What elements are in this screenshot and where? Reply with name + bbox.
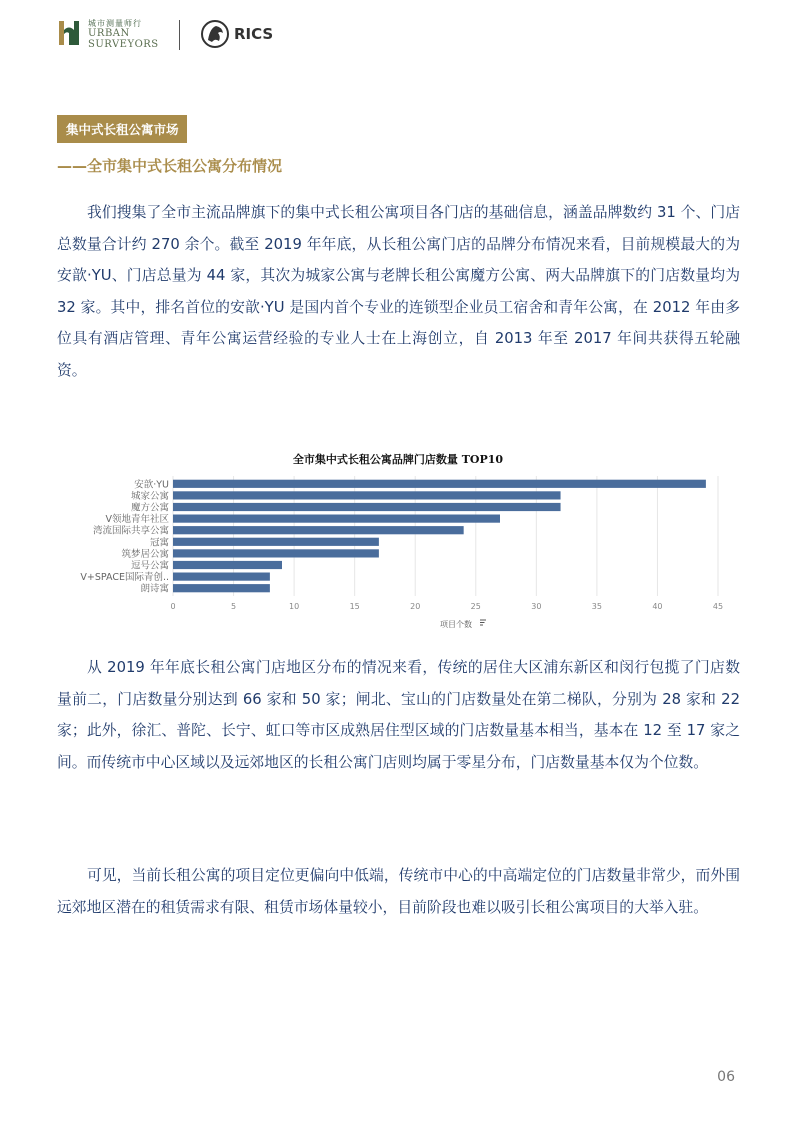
section-tag: 集中式长租公寓市场 xyxy=(57,115,187,143)
logo-chinese-name: 城市测量师行 xyxy=(88,19,142,28)
chart-bar xyxy=(173,573,270,581)
chart-bar xyxy=(173,526,464,534)
category-label: 城家公寓 xyxy=(130,490,169,502)
page-number: 06 xyxy=(717,1069,735,1085)
paragraph-3: 可见，当前长租公寓的项目定位更偏向中低端，传统市中心的中高端定位的门店数量非常少，而外围远郊地区潜在的租赁需求有限、租赁市场体量较小，目前阶段也难以吸引长租公寓项目的大举入驻。 xyxy=(57,867,740,916)
sort-icon xyxy=(480,620,486,625)
x-tick-label: 30 xyxy=(531,602,542,611)
chart-bar xyxy=(173,503,561,511)
chart-title: 全市集中式长租公寓品牌门店数量 TOP10 xyxy=(292,453,504,466)
x-tick-label: 0 xyxy=(170,602,176,611)
x-tick-label: 20 xyxy=(410,602,421,611)
category-label: V+SPACE国际青创.. xyxy=(80,572,169,584)
chart-bar xyxy=(173,561,282,569)
x-tick-label: 35 xyxy=(591,602,602,611)
subheading: ——全市集中式长租公寓分布情况 xyxy=(57,157,283,175)
logo-english-name: URBAN SURVEYORS xyxy=(88,28,159,50)
page-header xyxy=(58,18,358,52)
x-tick-label: 25 xyxy=(470,602,481,611)
rics-logo: RICS xyxy=(200,18,230,50)
chart-bar xyxy=(173,538,379,546)
x-tick-label: 15 xyxy=(349,602,360,611)
category-label: 朗诗寓 xyxy=(140,583,169,595)
header-divider xyxy=(179,20,180,50)
x-tick-label: 5 xyxy=(231,602,237,611)
x-tick-label: 10 xyxy=(289,602,300,611)
paragraph-1: 我们搜集了全市主流品牌旗下的集中式长租公寓项目各门店的基础信息，涵盖品牌数约 31 个、门店总数量合计约 270 余个。截至 2019 年年底，从长租公寓门店的品牌分布情况来看，目前规模最大的为安歆·YU、门店总量为 44 家，其次为城家公寓与老牌长租公寓魔方公寓、两大品牌旗下的门店数量均为 32 家。其中，排名首位的安歆·YU 是国内首个专业的连锁型企业员工宿舍和青年公寓，在 2012 年由多位具有酒店管理、青年公寓运营经验的专业人士在上海创立，自 2013 年至 2017 年间共获得五轮融资。 xyxy=(57,204,740,379)
chart-canvas xyxy=(58,446,738,641)
category-label: V领地青年社区 xyxy=(105,514,169,526)
category-label: 冠寓 xyxy=(149,537,169,549)
chart-bar xyxy=(173,480,706,488)
paragraph-2: 从 2019 年年底长租公寓门店地区分布的情况来看，传统的居住大区浦东新区和闵行包揽了门店数量前二，门店数量分别达到 66 家和 50 家；闸北、宝山的门店数量处在第二梯队，分别为 28 家和 22 家；此外，徐汇、普陀、长宁、虹口等市区成熟居住型区域的门店数量基本相当，基本在 12 至 17 家之间。而传统市中心区域以及远郊地区的长租公寓门店则均属于零星分布，门店数量基本仅为个位数。 xyxy=(57,659,740,771)
chart-bar xyxy=(173,549,379,557)
chart-bar xyxy=(173,584,270,592)
chart-bar xyxy=(173,491,561,499)
urban-surveyors-logo-icon xyxy=(58,18,80,48)
category-label: 逗号公寓 xyxy=(130,560,169,572)
x-tick-label: 45 xyxy=(712,602,724,611)
x-tick-label: 40 xyxy=(652,602,663,611)
category-label: 魔方公寓 xyxy=(130,502,169,514)
chart-bar xyxy=(173,515,500,523)
category-label: 筑梦居公寓 xyxy=(121,548,169,560)
category-label: 安歆·YU xyxy=(134,479,169,491)
x-axis-label: 项目个数 xyxy=(440,620,472,629)
category-label: 湾流国际共享公寓 xyxy=(92,525,169,537)
rics-lion-icon xyxy=(200,18,230,50)
brand-store-chart xyxy=(58,446,738,641)
